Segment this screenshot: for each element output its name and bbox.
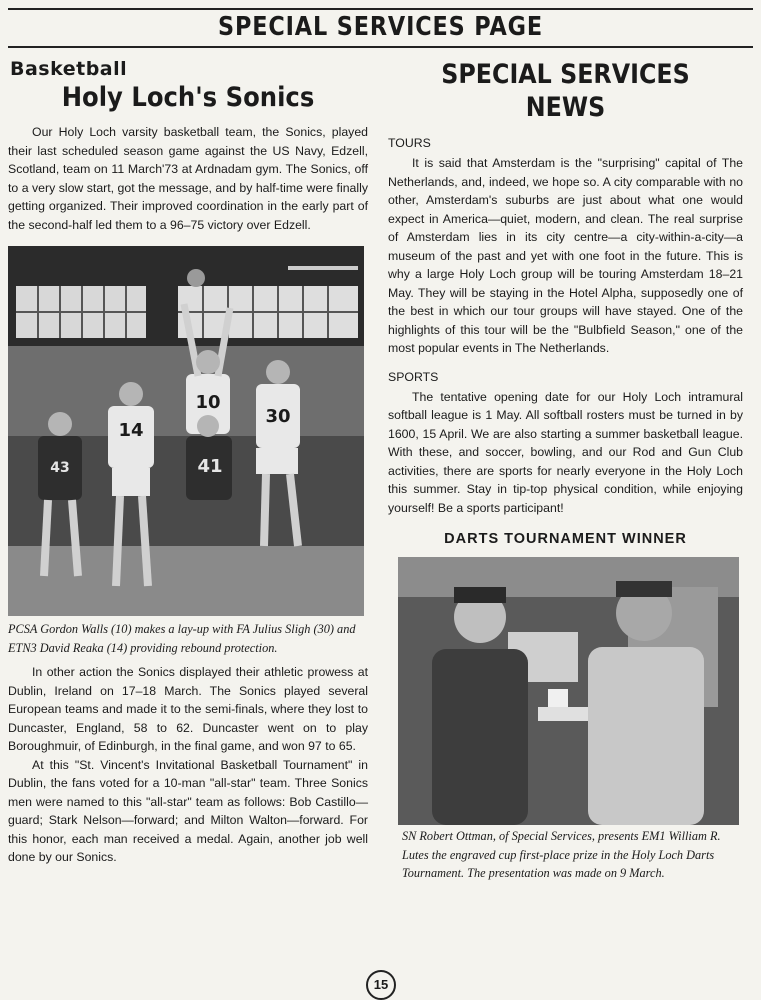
darts-photo bbox=[398, 557, 739, 825]
tours-text: It is said that Amsterdam is the "surprising" capital of The Netherlands, and, indeed, we hope so. A city comparable with no other, Amsterdam's suburbs are just about what one would expect in America—quiet, modern, and clean. The real surprise of Amsterdam lies in its city centre—a city-within-a-city—a museum of the past and yet with one foot in the future. This is why a large Holy Loch group will be touring Amsterdam 18–21 May. They will be staying in the Hotel Alpha, supposedly one of the best in which our tour groups will have stayed. One of the highlights of this tour will be the "Bulbfield Season," one of the most popular events in The Netherlands. bbox=[388, 156, 743, 355]
page-header: SPECIAL SERVICES PAGE bbox=[218, 12, 543, 42]
darts-photo-caption: SN Robert Ottman, of Special Services, presents EM1 William R. Lutes the engraved cup first-place prize in the Holy Loch Darts Tournament. The presentation was made on 9 March. bbox=[402, 829, 721, 880]
article-paragraph-2: In other action the Sonics displayed their athletic prowess at Dublin, Ireland on 17–18 March. The Sonics played several European teams and made it to the semi-finals, where they lost to Duncaster, England, 58 to 62. Duncaster went on to play Boroughmuir, of Edinburgh, in the final game, and won 97 to 65. bbox=[8, 665, 368, 753]
news-headline bbox=[409, 58, 721, 124]
header-rule-bottom bbox=[8, 46, 753, 48]
news-headline-line2: NEWS bbox=[525, 92, 606, 123]
news-headline-line1: SPECIAL SERVICES bbox=[441, 59, 690, 90]
section-kicker: Basketball bbox=[10, 58, 128, 80]
basketball-photo-caption: PCSA Gordon Walls (10) makes a lay-up with FA Julius Sligh (30) and ETN3 David Reaka (14) providing rebound protection. bbox=[8, 622, 356, 655]
jersey-number-30: 30 bbox=[265, 406, 291, 427]
basketball-photo bbox=[8, 246, 364, 616]
jersey-number-14: 14 bbox=[118, 420, 144, 441]
page-number: 15 bbox=[366, 970, 396, 1000]
jersey-number-43: 43 bbox=[50, 460, 70, 476]
tours-label: TOURS bbox=[388, 136, 431, 150]
sports-label: SPORTS bbox=[388, 369, 439, 384]
left-column bbox=[8, 52, 368, 867]
basketball-photo-illustration bbox=[8, 246, 364, 616]
article-paragraph-3: At this "St. Vincent's Invitational Basketball Tournament" in Dublin, the fans voted for a 10-man "all-star" team. Three Sonics men were named to this "all-star" team as follows: Bob Castillo—guard; Stark Nelson—forward; and Milton Walton—forward. For this honor, each man received a medal. Again, another job well done by our Sonics. bbox=[8, 757, 368, 864]
jersey-number-10: 10 bbox=[195, 392, 221, 413]
darts-photo-illustration bbox=[398, 557, 739, 825]
article-headline: Holy Loch's Sonics bbox=[61, 82, 315, 113]
right-column bbox=[388, 52, 743, 883]
darts-headline: DARTS TOURNAMENT WINNER bbox=[444, 531, 687, 547]
article-intro: Our Holy Loch varsity basketball team, the Sonics, played their last scheduled season game against the US Navy, Edzell, Scotland, team on 11 March'73 at Ardnadam gym. The Sonics, off to a very slow start, got the message, and by half-time were finally getting organized. Their improved coordination in the early part of the second-half led them to a 96–75 victory over Edzell. bbox=[8, 125, 368, 232]
sports-text: The tentative opening date for our Holy Loch intramural softball league is 1 May. All softball rosters must be turned in by 1600, 15 April. We are also starting a summer basketball league. With these, and soccer, bowling, and our Rod and Gun Club activities, there are sports for nearly everyone in the Holy Loch this summer. Stay in tip-top physical condition, while enjoying yourself! Be a sports participant! bbox=[388, 389, 743, 515]
jersey-number-41: 41 bbox=[197, 456, 223, 477]
